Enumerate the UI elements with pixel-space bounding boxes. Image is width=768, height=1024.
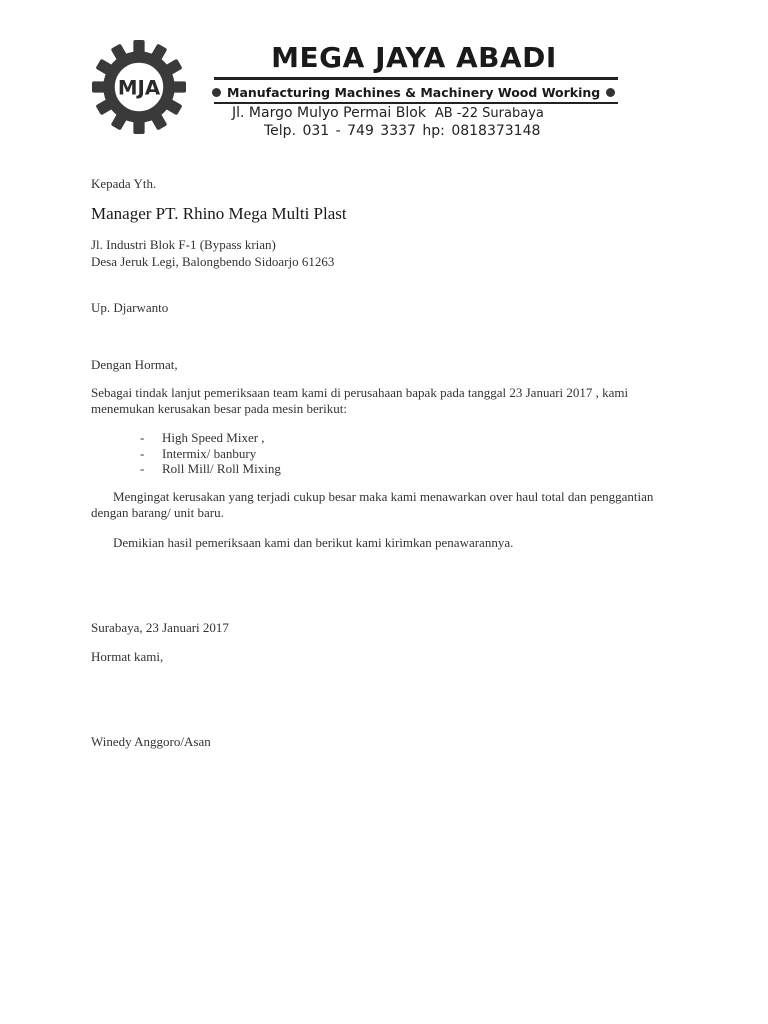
gear-logo-icon xyxy=(92,40,186,134)
closing-salutation: Hormat kami, xyxy=(91,649,164,664)
list-item: - Roll Mill/ Roll Mixing xyxy=(140,461,281,476)
company-address xyxy=(232,105,544,121)
attention-line: Up. Djarwanto xyxy=(91,300,169,315)
recipient-address-line2: Desa Jeruk Legi, Balongbendo Sidoarjo 61263 xyxy=(91,254,335,269)
bullet-dot-icon xyxy=(606,88,615,97)
recipient-title: Manager PT. Rhino Mega Multi Plast xyxy=(91,204,347,223)
signatory-name: Winedy Anggoro/Asan xyxy=(91,734,211,749)
list-item: - Intermix/ banbury xyxy=(140,445,257,461)
machine-name: Roll Mill/ Roll Mixing xyxy=(162,461,281,476)
company-address-blok: AB -22 Surabaya xyxy=(434,106,544,121)
company-phone: Telp. 031 - 749 3337 hp: 0818373148 xyxy=(264,123,541,139)
header-rule-bottom xyxy=(214,102,618,104)
intro-paragraph: Sebagai tindak lanjut pemeriksaan team kami di perusahaan bapak pada tanggal 23 Januari 2017 , kami menemukan kerusakan besar pada mesin berikut: xyxy=(91,385,629,416)
logo-text: MJA xyxy=(117,76,161,100)
company-name: MEGA JAYA ABADI xyxy=(271,41,557,74)
company-tagline: Manufacturing Machines & Machinery Wood Working xyxy=(227,84,601,100)
header-rule-top xyxy=(214,77,618,80)
salutation-to: Kepada Yth. xyxy=(91,176,157,191)
closing-paragraph: Demikian hasil pemeriksaan kami dan berikut kami kirimkan penawarannya. xyxy=(113,535,514,550)
greeting: Dengan Hormat, xyxy=(91,357,178,372)
machine-name: Intermix/ banbury xyxy=(162,445,257,461)
offer-paragraph: Mengingat kerusakan yang terjadi cukup besar maka kami menawarkan over haul total dan penggantian dengan barang/ unit baru. xyxy=(91,489,654,520)
recipient-address-line1: Jl. Industri Blok F-1 (Bypass krian) xyxy=(91,237,276,252)
tagline-row xyxy=(212,83,622,101)
list-item: - High Speed Mixer , xyxy=(140,430,265,445)
company-address-main: Jl. Margo Mulyo Permai Blok xyxy=(232,105,426,121)
machine-name: High Speed Mixer , xyxy=(162,430,265,445)
bullet-dot-icon xyxy=(212,88,221,97)
letterhead xyxy=(0,0,768,160)
place-date: Surabaya, 23 Januari 2017 xyxy=(91,620,229,635)
machine-list xyxy=(140,430,281,477)
